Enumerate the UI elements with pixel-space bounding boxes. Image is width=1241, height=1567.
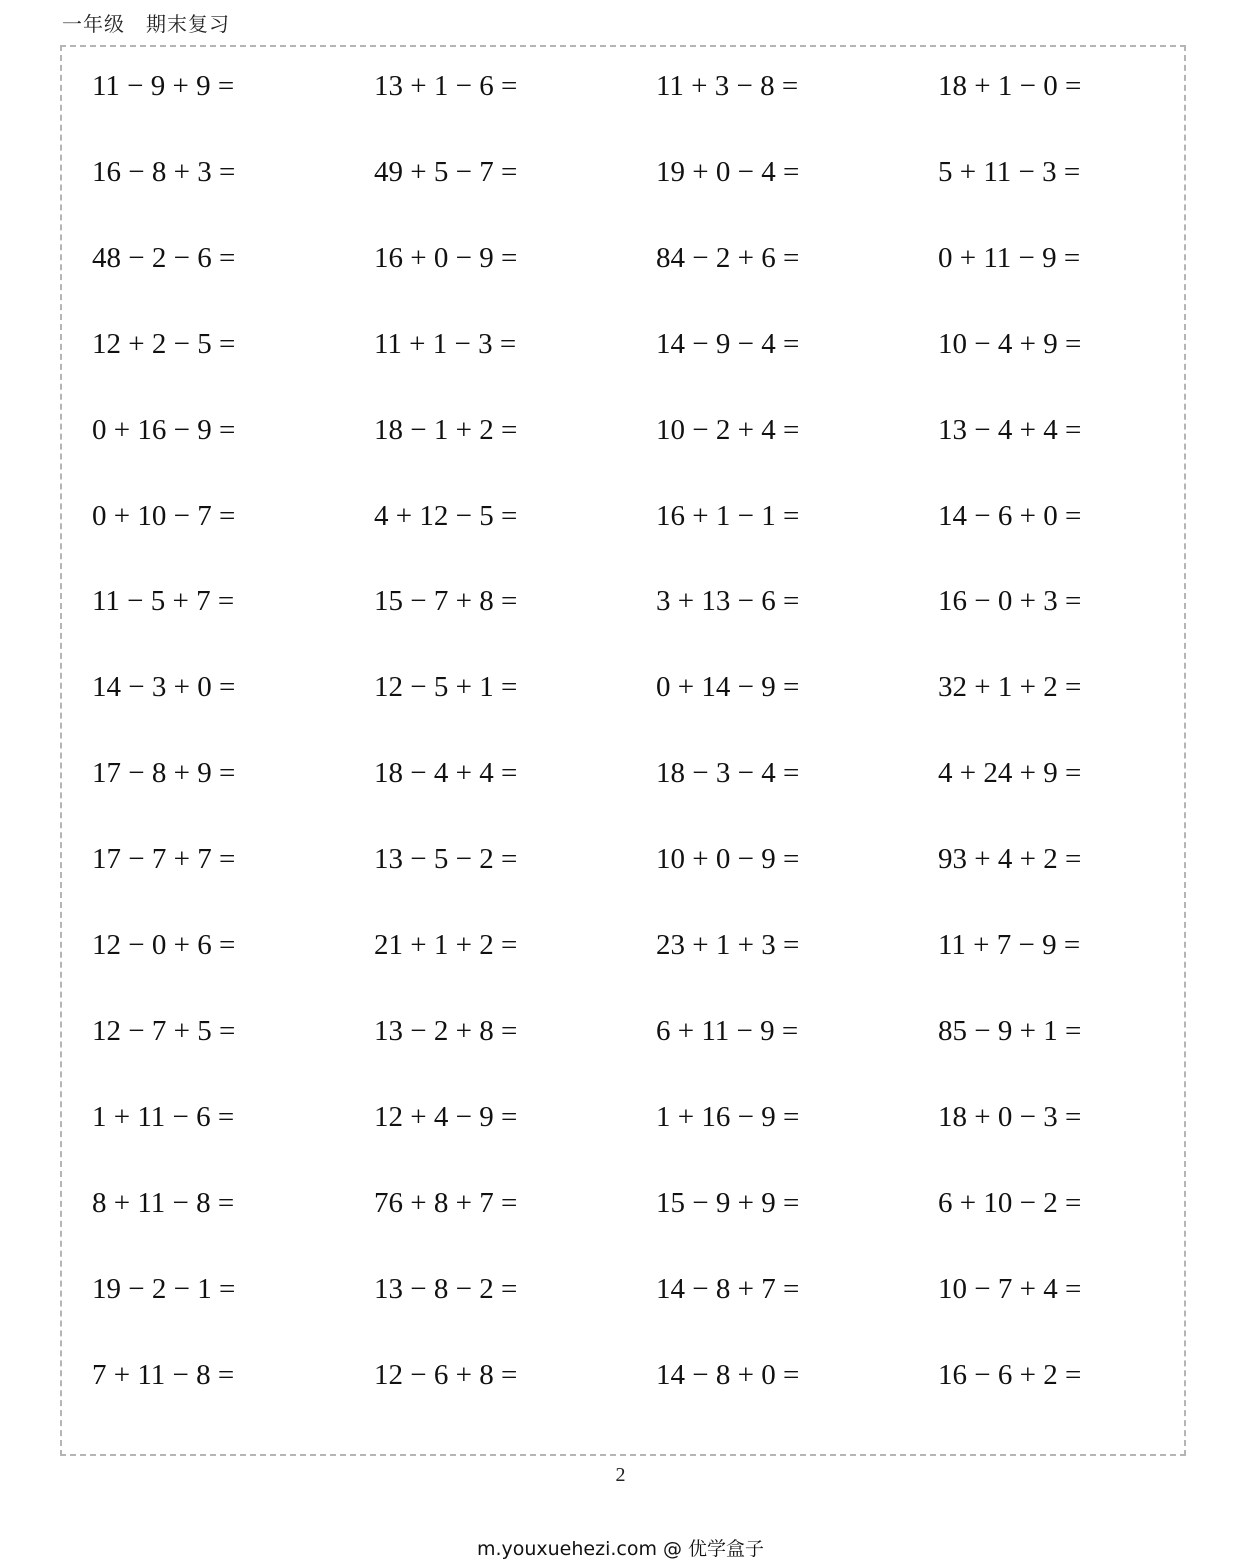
math-problem: 0 + 14 − 9 = [656,671,800,704]
math-problem: 4 + 12 − 5 = [374,499,518,532]
problem-row [62,1097,1184,1137]
math-problem: 16 − 6 + 2 = [938,1358,1082,1391]
math-problem: 11 − 9 + 9 = [92,70,235,102]
math-problem: 11 + 7 − 9 = [938,929,1081,961]
math-problem: 12 + 2 − 5 = [92,327,236,360]
math-problem: 16 − 0 + 3 = [938,585,1082,618]
math-problem: 18 − 1 + 2 = [374,413,518,446]
math-problem: 17 − 7 + 7 = [92,843,236,876]
math-problem: 12 − 0 + 6 = [92,929,236,961]
math-problem: 10 − 7 + 4 = [938,1272,1082,1305]
math-problem: 15 − 7 + 8 = [374,585,518,618]
math-problem: 32 + 1 + 2 = [938,671,1082,704]
math-problem: 18 + 1 − 0 = [938,70,1082,102]
math-problem: 0 + 16 − 9 = [92,413,236,446]
math-problem: 13 + 1 − 6 = [374,70,518,102]
problem-row [62,753,1184,793]
page-number: 2 [615,1464,626,1486]
math-problem: 0 + 10 − 7 = [92,499,236,532]
problem-row [62,496,1184,536]
math-problem: 13 − 4 + 4 = [938,413,1082,446]
math-problem: 18 − 4 + 4 = [374,757,518,790]
math-problem: 15 − 9 + 9 = [656,1186,800,1219]
math-problem: 16 + 0 − 9 = [374,241,518,274]
math-problem: 13 − 2 + 8 = [374,1014,518,1047]
math-problem: 0 + 11 − 9 = [938,241,1081,274]
math-problem: 1 + 11 − 6 = [92,1100,235,1133]
problem-row [62,581,1184,621]
math-problem: 12 − 7 + 5 = [92,1014,236,1047]
math-problem: 19 − 2 − 1 = [92,1272,236,1305]
footer-credit: m.youxuehezi.com @ 优学盒子 [476,1538,765,1560]
problem-row [62,839,1184,879]
math-problem: 16 − 8 + 3 = [92,155,236,188]
math-problem: 14 − 3 + 0 = [92,671,236,704]
problem-row [62,238,1184,278]
math-problem: 23 + 1 + 3 = [656,929,800,961]
problem-row [62,152,1184,192]
problem-row [62,1269,1184,1309]
math-problem: 10 − 4 + 9 = [938,327,1082,360]
math-problem: 11 + 1 − 3 = [374,327,517,360]
worksheet-frame [60,45,1186,1456]
math-problem: 11 + 3 − 8 = [656,70,799,102]
problem-row [62,1011,1184,1051]
math-problem: 1 + 16 − 9 = [656,1100,800,1133]
math-problem: 48 − 2 − 6 = [92,241,236,274]
math-problem: 19 + 0 − 4 = [656,155,800,188]
math-problem: 13 − 8 − 2 = [374,1272,518,1305]
math-problem: 12 + 4 − 9 = [374,1100,518,1133]
math-problem: 7 + 11 − 8 = [92,1358,235,1391]
problem-row [62,1355,1184,1395]
problem-row [62,1183,1184,1223]
problem-row [62,667,1184,707]
math-problem: 14 − 6 + 0 = [938,499,1082,532]
math-problem: 16 + 1 − 1 = [656,499,800,532]
math-problem: 10 − 2 + 4 = [656,413,800,446]
problem-row [62,324,1184,364]
math-problem: 6 + 11 − 9 = [656,1014,799,1047]
problem-row [62,410,1184,450]
math-problem: 17 − 8 + 9 = [92,757,236,790]
math-problem: 21 + 1 + 2 = [374,929,518,961]
math-problem: 13 − 5 − 2 = [374,843,518,876]
math-problem: 84 − 2 + 6 = [656,241,800,274]
math-problem: 8 + 11 − 8 = [92,1186,235,1219]
math-problem: 14 − 8 + 0 = [656,1358,800,1391]
math-problem: 6 + 10 − 2 = [938,1186,1082,1219]
math-problem: 12 − 6 + 8 = [374,1358,518,1391]
math-problem: 49 + 5 − 7 = [374,155,518,188]
math-problem: 5 + 11 − 3 = [938,155,1081,188]
math-problem: 18 − 3 − 4 = [656,757,800,790]
math-problem: 12 − 5 + 1 = [374,671,518,704]
math-problem: 11 − 5 + 7 = [92,585,235,618]
math-problem: 4 + 24 + 9 = [938,757,1082,790]
math-problem: 93 + 4 + 2 = [938,843,1082,876]
math-problem: 3 + 13 − 6 = [656,585,800,618]
math-problem: 76 + 8 + 7 = [374,1186,518,1219]
page-header: 一年级 期末复习 [62,12,230,36]
math-problem: 85 − 9 + 1 = [938,1014,1082,1047]
math-problem: 14 − 8 + 7 = [656,1272,800,1305]
problem-row [62,66,1184,106]
problem-row [62,925,1184,965]
math-problem: 18 + 0 − 3 = [938,1100,1082,1133]
math-problem: 14 − 9 − 4 = [656,327,800,360]
math-problem: 10 + 0 − 9 = [656,843,800,876]
